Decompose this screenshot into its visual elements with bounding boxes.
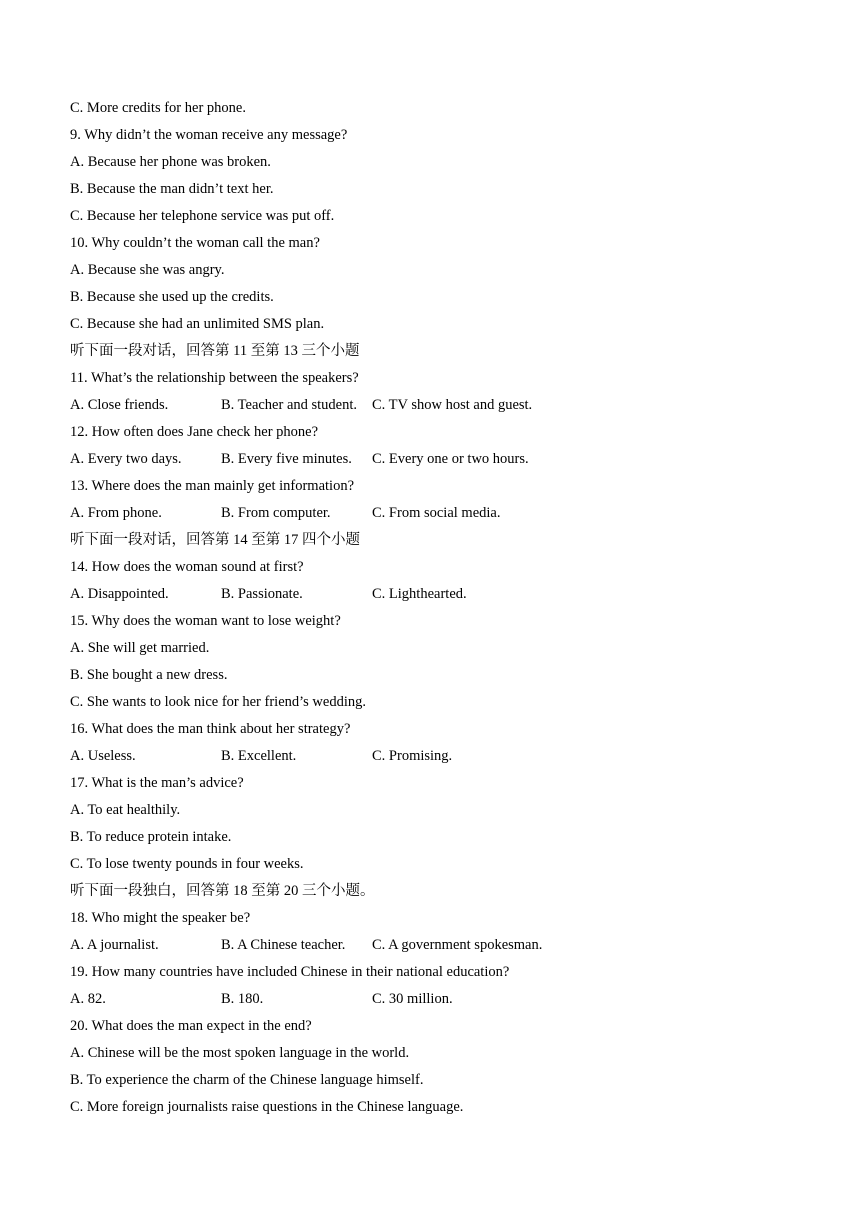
answer-option: B. To reduce protein intake. xyxy=(70,829,232,845)
answer-option-c: C. A government spokesman. xyxy=(372,937,543,953)
answer-option-b: B. Passionate. xyxy=(221,586,303,602)
question-text: 18. Who might the speaker be? xyxy=(70,910,251,926)
answer-option-a: A. Disappointed. xyxy=(70,586,169,602)
question-text: 11. What’s the relationship between the speakers? xyxy=(70,370,359,386)
answer-option-a: A. 82. xyxy=(70,991,106,1007)
answer-option: A. To eat healthily. xyxy=(70,802,181,818)
answer-option: A. She will get married. xyxy=(70,640,210,656)
answer-option-b: B. Excellent. xyxy=(221,748,297,764)
answer-option-a: A. A journalist. xyxy=(70,937,159,953)
answer-option: C. Because her telephone service was put off. xyxy=(70,208,335,224)
answer-option: B. She bought a new dress. xyxy=(70,667,228,683)
answer-option: B. Because she used up the credits. xyxy=(70,289,274,305)
answer-option-c: C. From social media. xyxy=(372,505,501,521)
answer-option-a: A. Every two days. xyxy=(70,451,182,467)
answer-option-b: B. Teacher and student. xyxy=(221,397,358,413)
section-instruction: 听下面一段对话，回答第 11 至第 13 三个小题 xyxy=(70,343,360,359)
question-text: 17. What is the man’s advice? xyxy=(70,775,244,791)
answer-option: B. Because the man didn’t text her. xyxy=(70,181,274,197)
answer-options-row xyxy=(70,448,810,475)
answer-options-row xyxy=(70,988,810,1015)
question-text: 19. How many countries have included Chinese in their national education? xyxy=(70,964,510,980)
answer-options-row xyxy=(70,745,810,772)
question-text: 20. What does the man expect in the end? xyxy=(70,1018,312,1034)
answer-option: A. Because her phone was broken. xyxy=(70,154,271,170)
question-list xyxy=(70,97,810,1123)
answer-option: C. More foreign journalists raise questions in the Chinese language. xyxy=(70,1099,464,1115)
answer-option: A. Chinese will be the most spoken language in the world. xyxy=(70,1045,410,1061)
answer-option-a: A. From phone. xyxy=(70,505,162,521)
answer-option-c: C. TV show host and guest. xyxy=(372,397,533,413)
question-text: 13. Where does the man mainly get information? xyxy=(70,478,355,494)
answer-option-b: B. Every five minutes. xyxy=(221,451,352,467)
question-text: 9. Why didn’t the woman receive any message? xyxy=(70,127,348,143)
answer-option: C. To lose twenty pounds in four weeks. xyxy=(70,856,304,872)
question-text: 14. How does the woman sound at first? xyxy=(70,559,304,575)
answer-option: C. Because she had an unlimited SMS plan. xyxy=(70,316,325,332)
answer-option-b: B. 180. xyxy=(221,991,264,1007)
answer-option-b: B. A Chinese teacher. xyxy=(221,937,346,953)
answer-option-b: B. From computer. xyxy=(221,505,331,521)
answer-option-c: C. Every one or two hours. xyxy=(372,451,529,467)
answer-option: A. Because she was angry. xyxy=(70,262,225,278)
answer-option-c: C. Lighthearted. xyxy=(372,586,467,602)
question-text: 16. What does the man think about her strategy? xyxy=(70,721,351,737)
question-text: 12. How often does Jane check her phone? xyxy=(70,424,319,440)
question-text: 10. Why couldn’t the woman call the man? xyxy=(70,235,320,251)
answer-options-row xyxy=(70,934,810,961)
question-text: 15. Why does the woman want to lose weight? xyxy=(70,613,341,629)
answer-options-row xyxy=(70,394,810,421)
answer-option: C. More credits for her phone. xyxy=(70,100,246,116)
answer-option: C. She wants to look nice for her friend’s wedding. xyxy=(70,694,366,710)
section-instruction: 听下面一段对话，回答第 14 至第 17 四个小题 xyxy=(70,532,360,548)
answer-option-c: C. 30 million. xyxy=(372,991,453,1007)
answer-option-a: A. Useless. xyxy=(70,748,136,764)
answer-options-row xyxy=(70,502,810,529)
answer-option-c: C. Promising. xyxy=(372,748,453,764)
answer-options-row xyxy=(70,583,810,610)
answer-option: B. To experience the charm of the Chinese language himself. xyxy=(70,1072,424,1088)
answer-option-a: A. Close friends. xyxy=(70,397,169,413)
section-instruction: 听下面一段独白，回答第 18 至第 20 三个小题。 xyxy=(70,883,375,899)
